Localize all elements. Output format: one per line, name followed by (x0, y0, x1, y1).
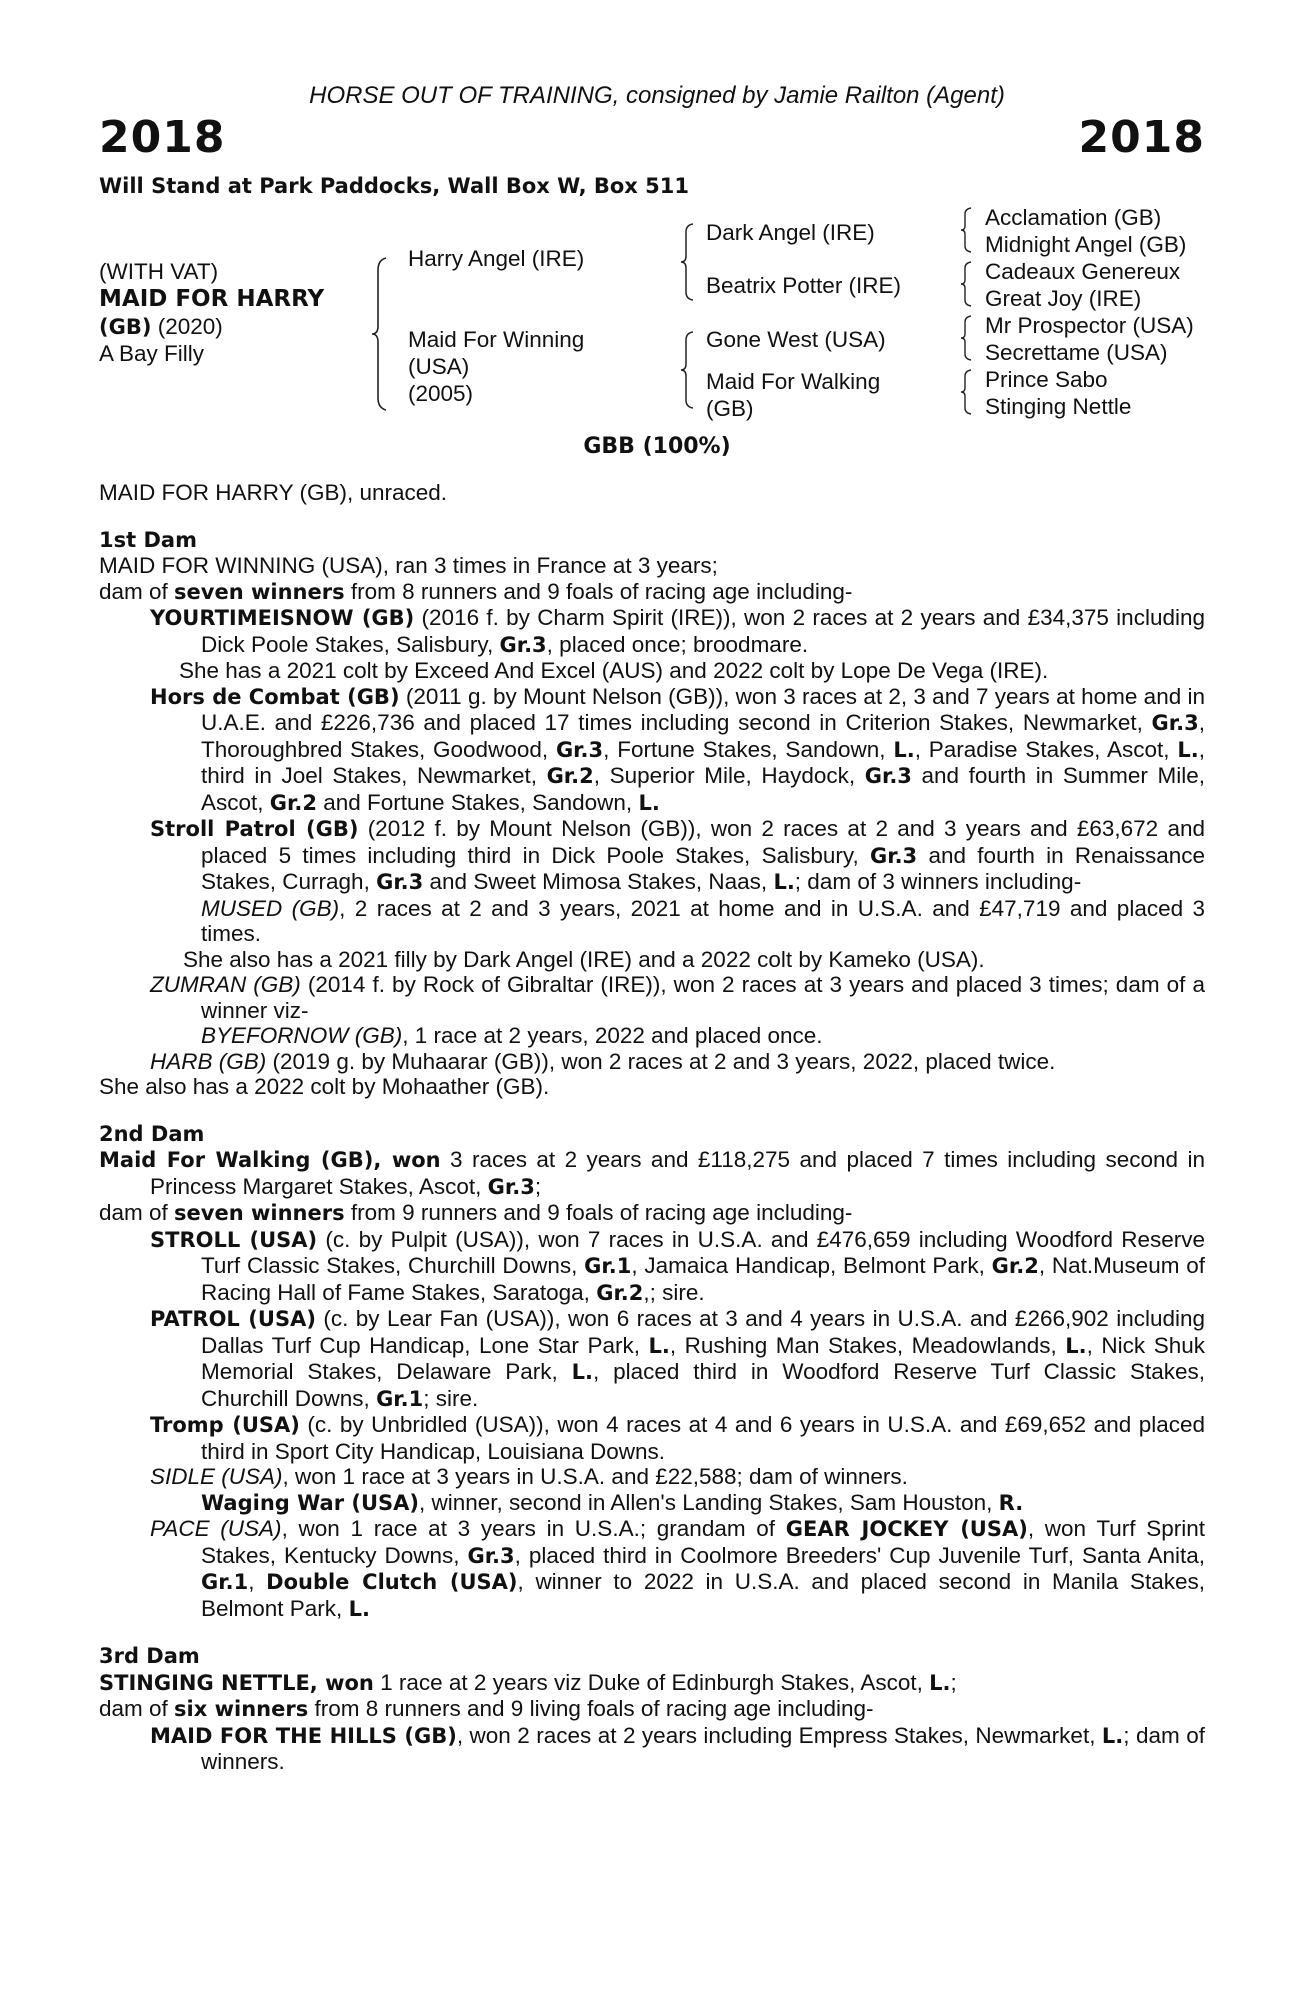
pedigree-ddd: Stinging Nettle (985, 394, 1132, 419)
pedigree-dds: Prince Sabo (985, 367, 1108, 392)
progeny-note: She has a 2021 colt by Exceed And Excel (AUS) and 2022 colt by Lope De Vega (IRE). (179, 658, 1049, 683)
dam2-winners: seven winners (174, 1201, 345, 1225)
dam2-heading: 2nd Dam (99, 1121, 205, 1146)
grade: Gr.1 (201, 1570, 249, 1594)
progeny-text: , winner to 2022 in U.S.A. and placed second in Manila Stakes, Belmont Park, (201, 1569, 1206, 1621)
progeny-text: , Nat.Museum of Racing Hall of Fame Stakes, Saratoga, (201, 1253, 1205, 1305)
grade: L. (929, 1670, 951, 1695)
dam3-runners: from 8 runners and 9 living foals of racing age including- (308, 1696, 874, 1721)
progeny-text: , 1 race at 2 years, 2022 and placed once. (402, 1023, 823, 1048)
progeny-patrol (150, 1306, 1205, 1412)
progeny-text: , placed once; broodmare. (546, 631, 809, 657)
progeny-name: HARB (GB) (150, 1048, 267, 1074)
pedigree-ss: Dark Angel (IRE) (706, 220, 875, 245)
progeny-text: and Sweet Mimosa Stakes, Naas, (423, 869, 774, 894)
pedigree-brace-dam (681, 330, 699, 410)
progeny-maid-for-the-hills (150, 1723, 1205, 1775)
grade: L. (1065, 1333, 1087, 1358)
dam3-winners: six winners (174, 1697, 309, 1721)
dam-text: ; (950, 1669, 957, 1695)
progeny-name: YOURTIMEISNOW (GB) (150, 606, 415, 630)
progeny-text: (c. by Lear Fan (USA)), won 6 races at 3 and 4 years in U.S.A. and £266,902 including Dallas Turf Cup Handicap, Lone Star Park, (201, 1306, 1206, 1358)
dam2-runners: from 9 runners and 9 foals of racing age including- (344, 1200, 853, 1225)
pedigree-dss: Mr Prospector (USA) (985, 313, 1194, 338)
grade: Gr.2 (546, 764, 594, 788)
grade: Gr.1 (584, 1254, 632, 1278)
intro-line: MAID FOR HARRY (GB), unraced. (99, 480, 448, 505)
progeny-note: She also has a 2021 filly by Dark Angel (IRE) and a 2022 colt by Kameko (USA). (183, 946, 985, 972)
dam-text: 3 races at 2 years and £118,275 and placed 7 times including second in Princess Margaret Stakes, Ascot, (150, 1147, 1205, 1199)
progeny-name: MUSED (GB) (201, 895, 340, 921)
pedigree-ds: Gone West (USA) (706, 327, 886, 352)
dam1-line1: MAID FOR WINNING (USA), ran 3 times in France at 3 years; (99, 553, 718, 578)
progeny-text: , Rushing Man Stakes, Meadowlands, (669, 1332, 1066, 1358)
grade: L. (1177, 737, 1199, 762)
grade: L. (348, 1596, 370, 1621)
progeny-zumran (150, 972, 1205, 1023)
pedigree-dam-l1: Maid For Winning (408, 327, 585, 352)
vat-note: (WITH VAT) (99, 259, 219, 284)
dam3-dam-of: dam of (99, 1696, 175, 1721)
progeny-name: Hors de Combat (GB) (150, 684, 400, 709)
lot-number-left: 2018 (99, 112, 226, 163)
dam1-final-note: She also has a 2022 colt by Mohaather (GB). (99, 1074, 550, 1099)
dam1-runners: from 8 runners and 9 foals of racing age including- (344, 578, 853, 604)
progeny-text: (c. by Unbridled (USA)), won 4 races at 4 and 6 years in U.S.A. and £69,652 and placed third in Sport City Handicap, Louisiana Downs. (201, 1412, 1206, 1464)
progeny-harb (150, 1049, 1205, 1075)
progeny-name: Stroll Patrol (GB) (150, 817, 359, 841)
progeny-byefornow (201, 1023, 1205, 1049)
progeny-text: (2014 f. by Rock of Gibraltar (IRE)), won 2 races at 3 years and placed 3 times; dam of a winner viz- (201, 972, 1205, 1023)
grade: Gr.3 (555, 737, 604, 762)
horse-origin: (GB) (99, 315, 152, 339)
progeny-text: and fourth in Renaissance Stakes, Curragh, (201, 842, 1205, 894)
progeny-name: Waging War (USA) (201, 1490, 419, 1515)
dam1-line2 (99, 579, 1205, 606)
horse-year: (2020) (151, 314, 223, 339)
dam3-line1 (99, 1670, 1205, 1697)
dam2-line1 (99, 1147, 1205, 1200)
grade: L. (648, 1333, 670, 1358)
pedigree-dd-l2: (GB) (706, 396, 754, 421)
pedigree-sds: Cadeaux Genereux (985, 259, 1181, 284)
horse-origin-year (99, 313, 223, 341)
pedigree-brace-sire (681, 222, 699, 302)
pedigree-dd-l1: Maid For Walking (706, 369, 881, 394)
pedigree-sire: Harry Angel (IRE) (408, 246, 585, 271)
progeny-name: MAID FOR THE HILLS (GB) (150, 1723, 457, 1748)
progeny-text: , won 2 races at 2 years including Empress Stakes, Newmarket, (456, 1722, 1102, 1748)
pedigree-dam-l3: (2005) (408, 381, 474, 406)
pedigree-sdd: Great Joy (IRE) (985, 286, 1142, 311)
consignment-line: HORSE OUT OF TRAINING, consigned by Jamie Railton (Agent) (309, 82, 1005, 109)
progeny-text: , Nick Shuk Memorial Stakes, Delaware Park, (201, 1332, 1205, 1384)
grade: Gr.3 (864, 764, 912, 788)
progeny-text: and Fortune Stakes, Sandown, (316, 789, 639, 815)
progeny-name: BYEFORNOW (GB) (201, 1023, 403, 1048)
grade: Gr.3 (467, 1543, 515, 1568)
pedigree-brace-sd (961, 260, 977, 308)
pedigree-sd: Beatrix Potter (IRE) (706, 273, 902, 298)
dam2-dam-of: dam of (99, 1200, 175, 1225)
progeny-text: , won 1 race at 3 years in U.S.A.; grandam of (281, 1516, 786, 1541)
grade: L. (893, 737, 915, 762)
progeny-text: , won 1 race at 3 years in U.S.A. and £22,588; dam of winners. (282, 1464, 908, 1489)
progeny-text: , 2 races at 2 and 3 years, 2021 at home and in U.S.A. and £47,719 and placed 3 times. (201, 895, 1206, 946)
progeny-text: , won Turf Sprint Stakes, Kentucky Downs, (201, 1516, 1206, 1568)
progeny-name: STROLL (USA) (150, 1227, 318, 1252)
grade: Gr.3 (1151, 711, 1199, 735)
grade: L. (638, 790, 660, 815)
progeny-text: , (248, 1569, 267, 1594)
pedigree-brace-ss (961, 206, 977, 254)
grade: Gr.3 (487, 1174, 535, 1199)
progeny-text: , winner, second in Allen's Landing Stakes, Sam Houston, (419, 1489, 999, 1515)
pedigree-brace-dd (961, 368, 977, 416)
dam2-line2 (99, 1200, 1205, 1227)
grade: L. (571, 1360, 593, 1384)
catalogue-body (99, 480, 1205, 1775)
grade: Gr.1 (376, 1386, 424, 1411)
lot-number-right: 2018 (1078, 112, 1205, 163)
pedigree-brace-main (372, 256, 394, 412)
progeny-name: PACE (USA) (150, 1516, 282, 1541)
progeny-text: , Paradise Stakes, Ascot, (914, 736, 1178, 762)
progeny-name: SIDLE (USA) (150, 1464, 283, 1489)
progeny-text: , placed third in Woodford Reserve Turf Classic Stakes, Churchill Downs, (201, 1359, 1206, 1411)
progeny-text: , third in Joel Stakes, Newmarket, (201, 736, 1205, 788)
dam3-line2 (99, 1696, 1205, 1723)
dam-text: 1 race at 2 years viz Duke of Edinburgh Stakes, Ascot, (373, 1669, 930, 1695)
dam1-dam-of: dam of (99, 578, 175, 604)
gbb-rating: GBB (100%) (583, 434, 731, 459)
dam-name: STINGING NETTLE (99, 1670, 310, 1695)
grade: Gr.2 (596, 1280, 644, 1305)
dam3-heading: 3rd Dam (99, 1644, 200, 1668)
dam-text: ; (534, 1173, 542, 1199)
progeny-text: ; dam of winners. (201, 1722, 1205, 1774)
progeny-text: and fourth in Summer Mile, Ascot, (201, 763, 1205, 815)
grade: L. (773, 870, 795, 894)
dam-name: Maid For Walking (GB) (99, 1148, 374, 1172)
dam-won: , won (373, 1148, 441, 1172)
progeny-text: , Thoroughbred Stakes, Goodwood, (201, 710, 1205, 762)
progeny-text: , Fortune Stakes, Sandown, (603, 736, 894, 762)
progeny-text: ; sire. (423, 1385, 479, 1411)
progeny-text: ; dam of 3 winners including- (794, 869, 1082, 894)
progeny-text: (2016 f. by Charm Spirit (IRE)), won 2 races at 2 years and £34,375 including Dick Poole Stakes, Salisbury, (201, 605, 1206, 657)
progeny-text: (2019 g. by Muhaarar (GB)), won 2 races at 2 and 3 years, 2022, placed twice. (266, 1048, 1056, 1074)
progeny-text: (c. by Pulpit (USA)), won 7 races in U.S.A. and £476,659 including Woodford Reserve Turf Classic Stakes, Churchill Downs, (201, 1226, 1206, 1278)
grade: R. (998, 1490, 1024, 1515)
progeny-tromp (150, 1412, 1205, 1464)
dam-won: , won (309, 1670, 374, 1695)
progeny-stroll-patrol (150, 816, 1205, 896)
stand-location: Will Stand at Park Paddocks, Wall Box W, Box 511 (99, 174, 689, 198)
pedigree-dam-l2: (USA) (408, 354, 470, 379)
pedigree-sss: Acclamation (GB) (985, 205, 1162, 230)
progeny-name: GEAR JOCKEY (USA) (785, 1517, 1028, 1541)
grade: L. (1101, 1723, 1124, 1748)
grade: Gr.3 (499, 632, 547, 657)
progeny-text: , Jamaica Handicap, Belmont Park, (631, 1253, 992, 1278)
dam1-heading: 1st Dam (99, 527, 197, 552)
horse-description: A Bay Filly (99, 341, 205, 366)
progeny-name: PATROL (USA) (150, 1307, 316, 1331)
grade: Gr.3 (869, 843, 918, 868)
progeny-waging-war (201, 1490, 1205, 1517)
pedigree-ssd: Midnight Angel (GB) (985, 232, 1187, 257)
grade: Gr.2 (269, 790, 317, 815)
progeny-yourtimeisnow (150, 605, 1205, 658)
dam1-winners: seven winners (174, 579, 345, 604)
progeny-text: ,; sire. (643, 1279, 705, 1305)
progeny-pace (150, 1516, 1205, 1622)
progeny-name: Double Clutch (USA) (266, 1570, 518, 1594)
progeny-text: (2011 g. by Mount Nelson (GB)), won 3 races at 2, 3 and 7 years at home and in U.A.E. and £226,736 and placed 17 times including second in Criterion Stakes, Newmarket, (201, 683, 1206, 735)
progeny-text: , Superior Mile, Haydock, (593, 763, 865, 788)
grade: Gr.2 (991, 1254, 1039, 1278)
progeny-sidle (150, 1464, 1205, 1490)
horse-name: MAID FOR HARRY (99, 286, 325, 312)
progeny-text: , placed third in Coolmore Breeders' Cup Juvenile Turf, Santa Anita, (514, 1542, 1205, 1568)
progeny-mused (201, 896, 1205, 947)
progeny-text: (2012 f. by Mount Nelson (GB)), won 2 races at 2 and 3 years and £63,672 and placed 5 times including third in Dick Poole Stakes, Salisbury, (201, 816, 1205, 868)
pedigree-brace-ds (961, 314, 977, 362)
progeny-hors-de-combat (150, 684, 1205, 817)
pedigree-dsd: Secrettame (USA) (985, 340, 1168, 365)
progeny-name: ZUMRAN (GB) (150, 972, 301, 997)
progeny-name: Tromp (USA) (150, 1413, 300, 1437)
grade: Gr.3 (376, 870, 424, 894)
progeny-stroll (150, 1227, 1205, 1307)
